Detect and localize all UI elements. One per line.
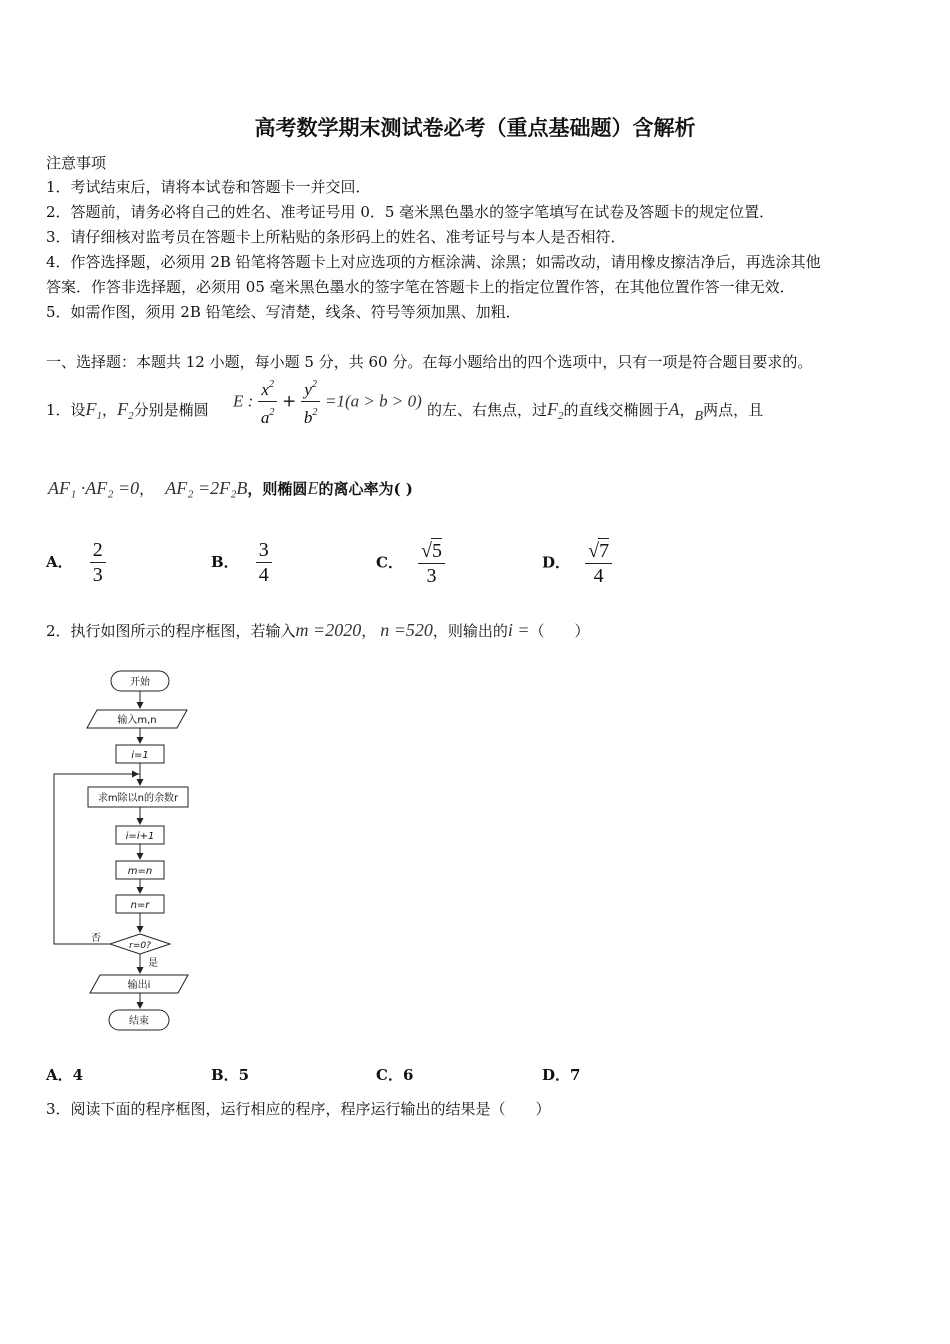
var-f2: $F_2$ — [117, 399, 134, 422]
flow-condition-label: r=0? — [129, 941, 151, 951]
flow-yes-label: 是 — [148, 958, 158, 969]
flow-start-label: 开始 — [130, 677, 150, 688]
notice-item: 2．答题前，请务必将自己的姓名、准考证号用 0．5 毫米黑色墨水的签字笔填写在试卷及答题卡的规定位置． — [46, 203, 775, 221]
var-f1: $F_1$ — [85, 399, 103, 422]
flow-output-label: 输出i — [127, 980, 151, 991]
notice-item: 3．请仔细核对监考员在答题卡上所粘贴的条形码上的姓名、准考证号与本人是否相符． — [46, 228, 626, 246]
notice-item: 4．作答选择题，必须用 2B 铅笔将答题卡上对应选项的方框涂满、涂黑；如需改动，请用橡皮擦洁净后，再选涂其他 — [46, 253, 821, 271]
q3-stem: 3．阅读下面的程序框图，运行相应的程序，程序运行输出的结果是（ ） — [46, 1100, 551, 1118]
q1-option-c[interactable]: C． $\frac{√5}{3}$ — [376, 538, 445, 588]
flow-init-label: i=1 — [131, 750, 149, 761]
q2-option-b[interactable]: B．5 — [211, 1066, 250, 1084]
q1-option-b[interactable]: B． $\frac{3}{4}$ — [211, 538, 272, 587]
notice-item: 答案．作答非选择题，必须用 05 毫米黑色墨水的签字笔在答题卡上的指定位置作答，在其他位置作答一律无效． — [46, 278, 795, 296]
flow-end-label: 结束 — [129, 1016, 149, 1027]
section-heading: 一、选择题：本题共 12 小题，每小题 5 分，共 60 分。在每小题给出的四个选项中，只有一项是符合题目要求的。 — [46, 353, 813, 371]
q1-stem: 1．设$F_1$，$F_2$分别是椭圆 — [46, 399, 209, 422]
flow-assign-m-label: m=n — [127, 866, 153, 877]
notice-item: 5．如需作图，须用 2B 铅笔绘、写清楚，线条、符号等须加黑、加粗． — [46, 303, 521, 321]
q1-option-d[interactable]: D． $\frac{√7}{4}$ — [542, 538, 612, 588]
var-f2: $F_2$ — [547, 399, 564, 422]
flow-increment-label: i=i+1 — [125, 831, 155, 842]
flowchart — [40, 660, 210, 1040]
q2-option-a[interactable]: A．4 — [46, 1066, 84, 1084]
notice-heading: 注意事项 — [46, 154, 107, 172]
flow-input-label: 输入m,n — [117, 715, 157, 726]
flow-remainder-label: 求m除以n的余数r — [97, 793, 179, 804]
flow-assign-n-label: n=r — [130, 900, 150, 911]
ellipse-equation: E : $\frac{x^2}{a^2}$ + $\frac{y^2}{b^2}$ =1(a > b > 0) — [233, 374, 422, 426]
q1-option-a[interactable]: A． $\frac{2}{3}$ — [46, 538, 106, 587]
q2-option-d[interactable]: D．7 — [542, 1066, 581, 1084]
notice-item: 1．考试结束后，请将本试卷和答题卡一并交回． — [46, 178, 371, 196]
q2-option-c[interactable]: C．6 — [376, 1066, 414, 1084]
q2-stem: 2．执行如图所示的程序框图，若输入m =2020， n =520，则输出的i =（ ） — [46, 620, 590, 640]
q1-stem-cont: 的左、右焦点，过$F_2$的直线交椭圆于A，B两点，且 — [427, 399, 764, 424]
flow-no-label: 否 — [91, 933, 101, 944]
page-title: 高考数学期末测试卷必考（重点基础题）含解析 — [254, 116, 696, 140]
q1-conditions: AF₁ ·AF₂ =0， AF₂ =2F₂B，则椭圆E的离心率为( ) — [48, 478, 413, 498]
